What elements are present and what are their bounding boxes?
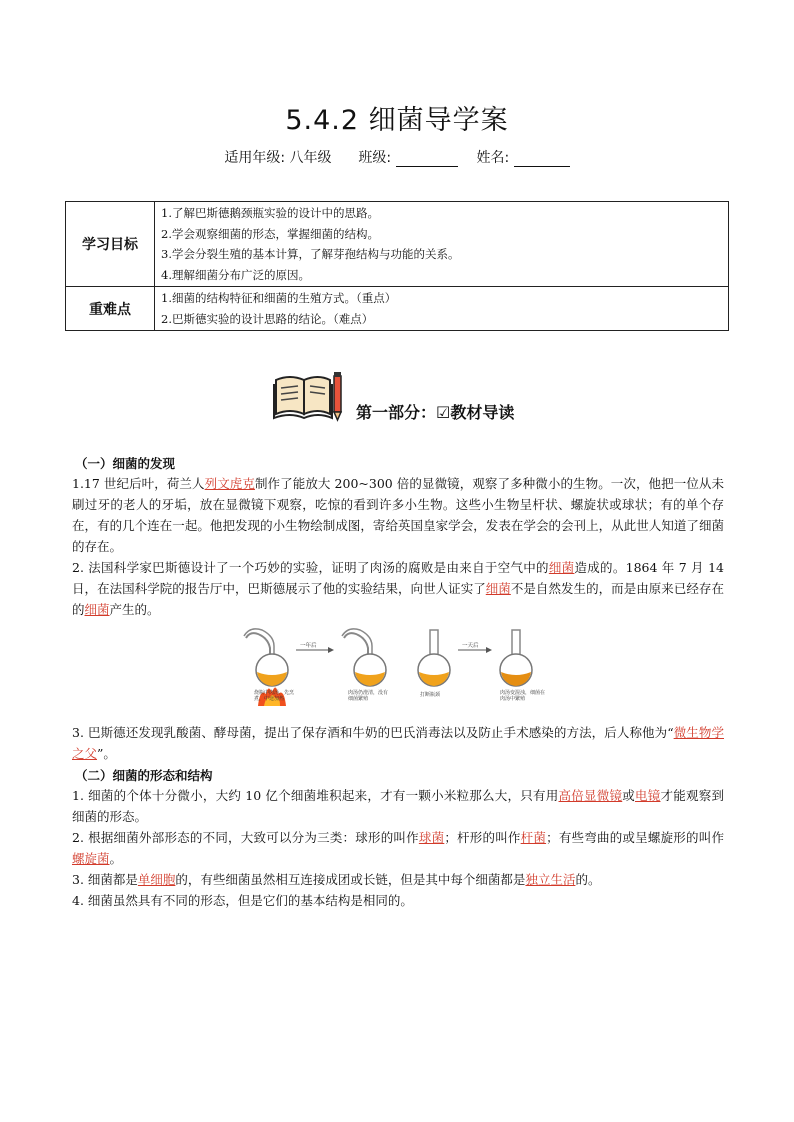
class-blank[interactable]	[396, 152, 458, 167]
blank-answer: 独立生活	[525, 872, 576, 887]
blank-answer: 细菌	[548, 560, 575, 575]
objective-item: 1.了解巴斯德鹅颈瓶实验的设计中的思路。	[161, 206, 379, 220]
student-info-line	[0, 147, 794, 167]
page-title: 5.4.2 细菌导学案	[285, 105, 509, 136]
blank-answer: 高倍显微镜	[558, 788, 623, 803]
figure-caption: 肉汤仍澄清，没有细菌繁殖	[348, 690, 389, 702]
figure-caption: 肉汤变混浊，细菌在肉汤中繁殖	[500, 690, 546, 702]
swan-neck-flask-clear	[342, 629, 386, 686]
pasteur-experiment-figure	[240, 626, 578, 712]
blank-answer: 螺旋菌	[72, 851, 110, 866]
section-heading-discovery: （一）细菌的发现	[75, 456, 176, 471]
objectives-label: 学习目标	[66, 202, 155, 287]
blank-answer: 杆菌	[520, 830, 547, 845]
blank-answer: 微生物学之父	[72, 725, 724, 761]
paragraph-7: 4. 细菌虽然具有不同的形态，但是它们的基本结构是相同的。	[72, 893, 413, 908]
arrow-label: 一年后	[300, 643, 317, 649]
paragraph-3: 3. 巴斯德还发现乳酸菌、酵母菌，提出了保存酒和牛奶的巴氏消毒法以及防止手术感染的方法，后人称他为“微生物学之父”。	[72, 725, 724, 761]
arrow-label: 一天后	[462, 643, 479, 649]
paragraph-2: 2. 法国科学家巴斯德设计了一个巧妙的实验，证明了肉汤的腐败是由来自于空气中的细菌造成的。1864 年 7 月 14 日，在法国科学院的报告厅中，巴斯德展示了他的实验结果，向世人证实了细菌不是自然发生的，而是由原来已经存在的细菌产生的。	[72, 560, 724, 617]
section-heading-structure: （二）细菌的形态和结构	[75, 768, 213, 783]
blank-answer: 单细胞	[137, 872, 176, 887]
name-blank[interactable]	[514, 152, 570, 167]
part-one-title: 第一部分：☑教材导读	[356, 403, 515, 422]
paragraph-1: 1.17 世纪后叶，荷兰人列文虎克制作了能放大 200~300 倍的显微镜，观察了多种微小的生物。一次，他把一位从未刷过牙的老人的牙垢，放在显微镜下观察，吃惊的看到许多小生物。这些小生物呈杆状、螺旋状或球状；有的单个存在，有的几个连在一起。他把发现的小生物绘制成图，寄给英国皇家学会，发表在学会的会刊上，从此世人知道了细菌的存在。	[72, 476, 724, 554]
objectives-list	[155, 202, 729, 287]
objective-item: 3.学会分裂生殖的基本计算，了解芽孢结构与功能的关系。	[161, 247, 460, 261]
blank-answer: 电镜	[634, 788, 661, 803]
class-label: 班级:	[358, 150, 392, 166]
figure-caption: 打断瓶颈	[420, 692, 441, 698]
cloudy-broth-flask	[500, 630, 532, 686]
part-one-header	[272, 370, 572, 430]
key-points-list	[155, 287, 729, 331]
paragraph-6: 3. 细菌都是单细胞的，有些细菌虽然相互连接成团或长链，但是其中每个细菌都是独立生活的。	[72, 872, 601, 887]
paragraph-4: 1. 细菌的个体十分微小，大约 10 亿个细菌堆积起来，才有一颗小米粒那么大，只有用高倍显微镜或电镜才能观察到细菌的形态。	[72, 788, 724, 824]
grade-label: 适用年级: 八年级	[224, 150, 332, 166]
paragraph-5: 2. 根据细菌外部形态的不同，大致可以分为三类：球形的叫作球菌；杆形的叫作杆菌；有些弯曲的或呈螺旋形的叫作螺旋菌。	[72, 830, 724, 866]
blank-answer: 细菌	[485, 581, 511, 596]
name-label: 姓名:	[476, 150, 510, 166]
figure-caption: 烧瓶中肉汤，先烹煮，中途加热	[254, 690, 295, 702]
swan-neck-flask-heated	[244, 629, 288, 686]
blank-answer: 球菌	[418, 830, 445, 845]
key-point-item: 1.细菌的结构特征和细菌的生殖方式。（重点）	[161, 291, 397, 305]
objective-item: 4.理解细菌分布广泛的原因。	[161, 267, 310, 282]
key-point-item: 2.巴斯德实验的设计思路的结论。（难点）	[161, 311, 374, 326]
key-points-label: 重难点	[66, 287, 155, 331]
broken-neck-flask	[418, 630, 450, 686]
goals-table	[65, 201, 729, 331]
blank-answer: 列文虎克	[204, 476, 255, 491]
open-book-pencil-icon	[272, 370, 344, 422]
objective-item: 2.学会观察细菌的形态，掌握细菌的结构。	[161, 226, 379, 241]
blank-answer: 细菌	[84, 602, 110, 617]
